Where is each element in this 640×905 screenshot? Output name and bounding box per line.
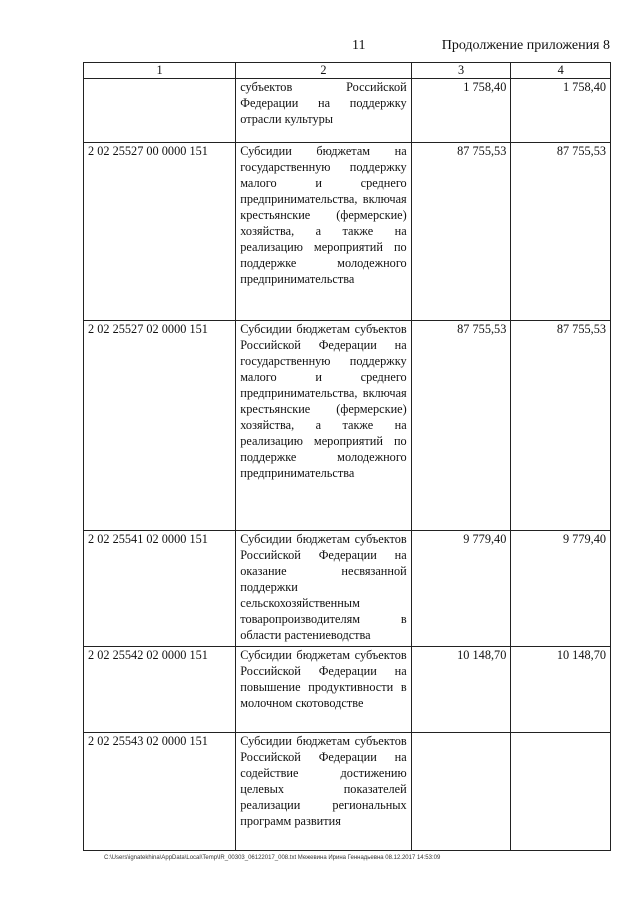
row-value-3: 10 148,70: [411, 647, 511, 733]
row-value-4: 9 779,40: [511, 531, 611, 647]
column-header-2: 2: [236, 63, 411, 79]
table-row: [84, 79, 611, 143]
row-code: 2 02 25527 00 0000 151: [84, 143, 236, 321]
row-value-3: 9 779,40: [411, 531, 511, 647]
row-value-3: 1 758,40: [411, 79, 511, 143]
table-row: [84, 647, 611, 733]
row-value-4: [511, 733, 611, 851]
row-name: Субсидии бюджетам на государственную поддержку малого и среднего предпринимательства, включая крестьянские (фермерские) хозяйства, а также на реализацию мероприятий по поддержке молодежного предпринимательства: [236, 143, 411, 321]
row-value-4: 87 755,53: [511, 321, 611, 531]
page-number: 11: [352, 38, 366, 53]
row-code: 2 02 25541 02 0000 151: [84, 531, 236, 647]
row-name: субъектов Российской Федерации на поддержку отрасли культуры: [236, 79, 411, 143]
table-header-row: [84, 63, 611, 79]
column-header-4: 4: [511, 63, 611, 79]
row-value-4: 10 148,70: [511, 647, 611, 733]
row-name: Субсидии бюджетам субъектов Российской Федерации на оказание несвязанной поддержки сельскохозяйственным товаропроизводителям в области растениеводства: [236, 531, 411, 647]
row-name: Субсидии бюджетам субъектов Российской Федерации на государственную поддержку малого и среднего предпринимательства, включая крестьянские (фермерские) хозяйства, а также на реализацию мероприятий по поддержке молодежного предпринимательства: [236, 321, 411, 531]
row-code: [84, 79, 236, 143]
row-value-3: 87 755,53: [411, 143, 511, 321]
data-table: [83, 62, 611, 851]
row-value-3: [411, 733, 511, 851]
row-name: Субсидии бюджетам субъектов Российской Федерации на содействие достижению целевых показателей реализации региональных программ развития: [236, 733, 411, 851]
table-row: [84, 531, 611, 647]
row-name: Субсидии бюджетам субъектов Российской Федерации на повышение продуктивности в молочном скотоводстве: [236, 647, 411, 733]
row-code: 2 02 25542 02 0000 151: [84, 647, 236, 733]
table-row: [84, 321, 611, 531]
file-path-footer: C:\Users\ignatekhina\AppData\Local\Temp\IR_00303_06122017_008.txt Межевина Ирина Геннадьевна 08.12.2017 14:53:09: [104, 855, 441, 861]
table-row: [84, 733, 611, 851]
row-code: 2 02 25543 02 0000 151: [84, 733, 236, 851]
row-value-4: 1 758,40: [511, 79, 611, 143]
table-row: [84, 143, 611, 321]
row-value-3: 87 755,53: [411, 321, 511, 531]
row-value-4: 87 755,53: [511, 143, 611, 321]
column-header-1: 1: [84, 63, 236, 79]
row-code: 2 02 25527 02 0000 151: [84, 321, 236, 531]
column-header-3: 3: [411, 63, 511, 79]
continuation-title: Продолжение приложения 8: [441, 38, 610, 53]
